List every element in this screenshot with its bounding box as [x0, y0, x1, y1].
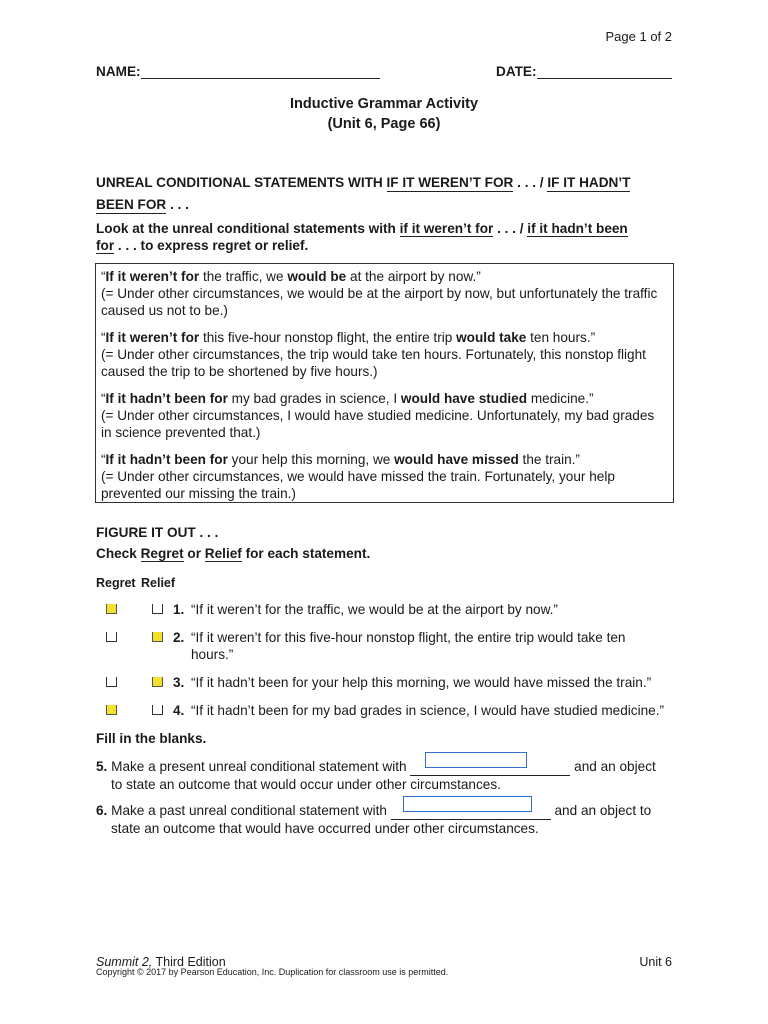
example-4 [101, 451, 666, 502]
name-field[interactable] [141, 62, 380, 79]
regret-checkbox-4[interactable] [106, 705, 117, 715]
heading-prefix: UNREAL CONDITIONAL STATEMENTS WITH [96, 175, 387, 190]
question-6 [96, 802, 676, 837]
regret-checkbox-1[interactable] [106, 604, 117, 614]
heading-phrase-1: IF IT WEREN’T FOR [386, 175, 514, 190]
figure-it-out-heading: FIGURE IT OUT . . . [96, 525, 219, 540]
example-explanation: (= Under other circumstances, the trip would take ten hours. Fortunately, this nonstop flight caused the trip to be shortened by five hours.) [101, 347, 646, 379]
question-6-line-2: state an outcome that would have occurred under other circumstances. [111, 821, 539, 836]
question-6-text: Make a past unreal conditional statement with [107, 803, 387, 818]
intro-suffix: . . . to express regret or relief. [114, 238, 309, 253]
question-5-text: Make a present unreal conditional statement with [107, 759, 407, 774]
question-5-number: 5. [96, 759, 108, 774]
example-explanation: (= Under other circumstances, we would have missed the train. Fortunately, your help prevented our missing the train.) [101, 469, 615, 501]
title-line-2: (Unit 6, Page 66) [327, 116, 441, 132]
page-number: Page 1 of 2 [605, 29, 672, 44]
example-2 [101, 329, 666, 380]
example-explanation: (= Under other circumstances, I would have studied medicine. Unfortunately, my bad grades in science prevented that.) [101, 408, 655, 440]
item-number-4: 4. [173, 703, 185, 718]
date-label: DATE: [496, 64, 537, 79]
item-number-3: 3. [173, 675, 185, 690]
relief-word: Relief [204, 546, 242, 561]
heading-phrase-2b: BEEN FOR [96, 197, 167, 212]
relief-checkbox-2[interactable] [152, 632, 163, 642]
regret-column-header: Regret [96, 576, 136, 590]
question-5-input[interactable] [425, 752, 527, 768]
book-title: Summit 2, [96, 955, 153, 969]
examples-box [95, 263, 674, 503]
book-edition: Third Edition [152, 955, 226, 969]
heading-suffix: . . . [166, 197, 189, 212]
example-3 [101, 390, 666, 441]
question-5-line-2: to state an outcome that would occur under other circumstances. [111, 777, 501, 792]
question-6-input[interactable] [403, 796, 532, 812]
intro-prefix: Look at the unreal conditional statements with [96, 221, 400, 236]
regret-checkbox-3[interactable] [106, 677, 117, 687]
footer-unit: Unit 6 [639, 955, 672, 969]
example-1 [101, 268, 666, 319]
intro-instructions [96, 220, 676, 254]
example-sentence: “If it hadn’t been for your help this morning, we would have missed the train.” [101, 452, 580, 467]
relief-checkbox-1[interactable] [152, 604, 163, 614]
question-5 [96, 758, 676, 793]
section-heading [96, 172, 676, 216]
regret-checkbox-2[interactable] [106, 632, 117, 642]
intro-phrase-2a: if it hadn’t been [527, 221, 628, 236]
intro-sep: . . . / [493, 221, 528, 236]
example-sentence: “If it weren’t for the traffic, we would be at the airport by now.” [101, 269, 481, 284]
question-6-text-after: and an object to [554, 803, 652, 818]
item-number-2: 2. [173, 630, 185, 645]
question-6-number: 6. [96, 803, 108, 818]
example-sentence: “If it hadn’t been for my bad grades in science, I would have studied medicine.” [101, 391, 594, 406]
relief-checkbox-4[interactable] [152, 705, 163, 715]
item-text-1: “If it weren’t for the traffic, we would be at the airport by now.” [191, 602, 558, 617]
relief-checkbox-3[interactable] [152, 677, 163, 687]
intro-phrase-1: if it weren’t for [399, 221, 494, 236]
regret-word: Regret [140, 546, 184, 561]
name-label: NAME: [96, 64, 141, 79]
heading-phrase-2a: IF IT HADN’T [547, 175, 631, 190]
check-instructions: Check Regret or Relief for each statement. [96, 546, 371, 561]
page-title [0, 94, 768, 134]
date-field[interactable] [537, 62, 672, 79]
item-text-2: “If it weren’t for this five-hour nonstop flight, the entire trip would take ten hours.” [191, 630, 626, 662]
question-5-text-after: and an object [574, 759, 656, 774]
example-explanation: (= Under other circumstances, we would be at the airport by now, but unfortunately the traffic caused us not to be.) [101, 286, 658, 318]
relief-column-header: Relief [141, 576, 176, 590]
example-sentence: “If it weren’t for this five-hour nonstop flight, the entire trip would take ten hours.” [101, 330, 596, 345]
copyright-notice: Copyright © 2017 by Pearson Education, Inc. Duplication for classroom use is permitted. [96, 967, 449, 977]
heading-sep: . . . / [513, 175, 548, 190]
intro-phrase-2b: for [96, 238, 115, 253]
title-line-1: Inductive Grammar Activity [289, 96, 479, 112]
item-text-3: “If it hadn’t been for your help this morning, we would have missed the train.” [191, 675, 652, 690]
item-text-4: “If it hadn’t been for my bad grades in science, I would have studied medicine.” [191, 703, 665, 718]
item-number-1: 1. [173, 602, 185, 617]
fill-in-heading: Fill in the blanks. [96, 731, 207, 746]
